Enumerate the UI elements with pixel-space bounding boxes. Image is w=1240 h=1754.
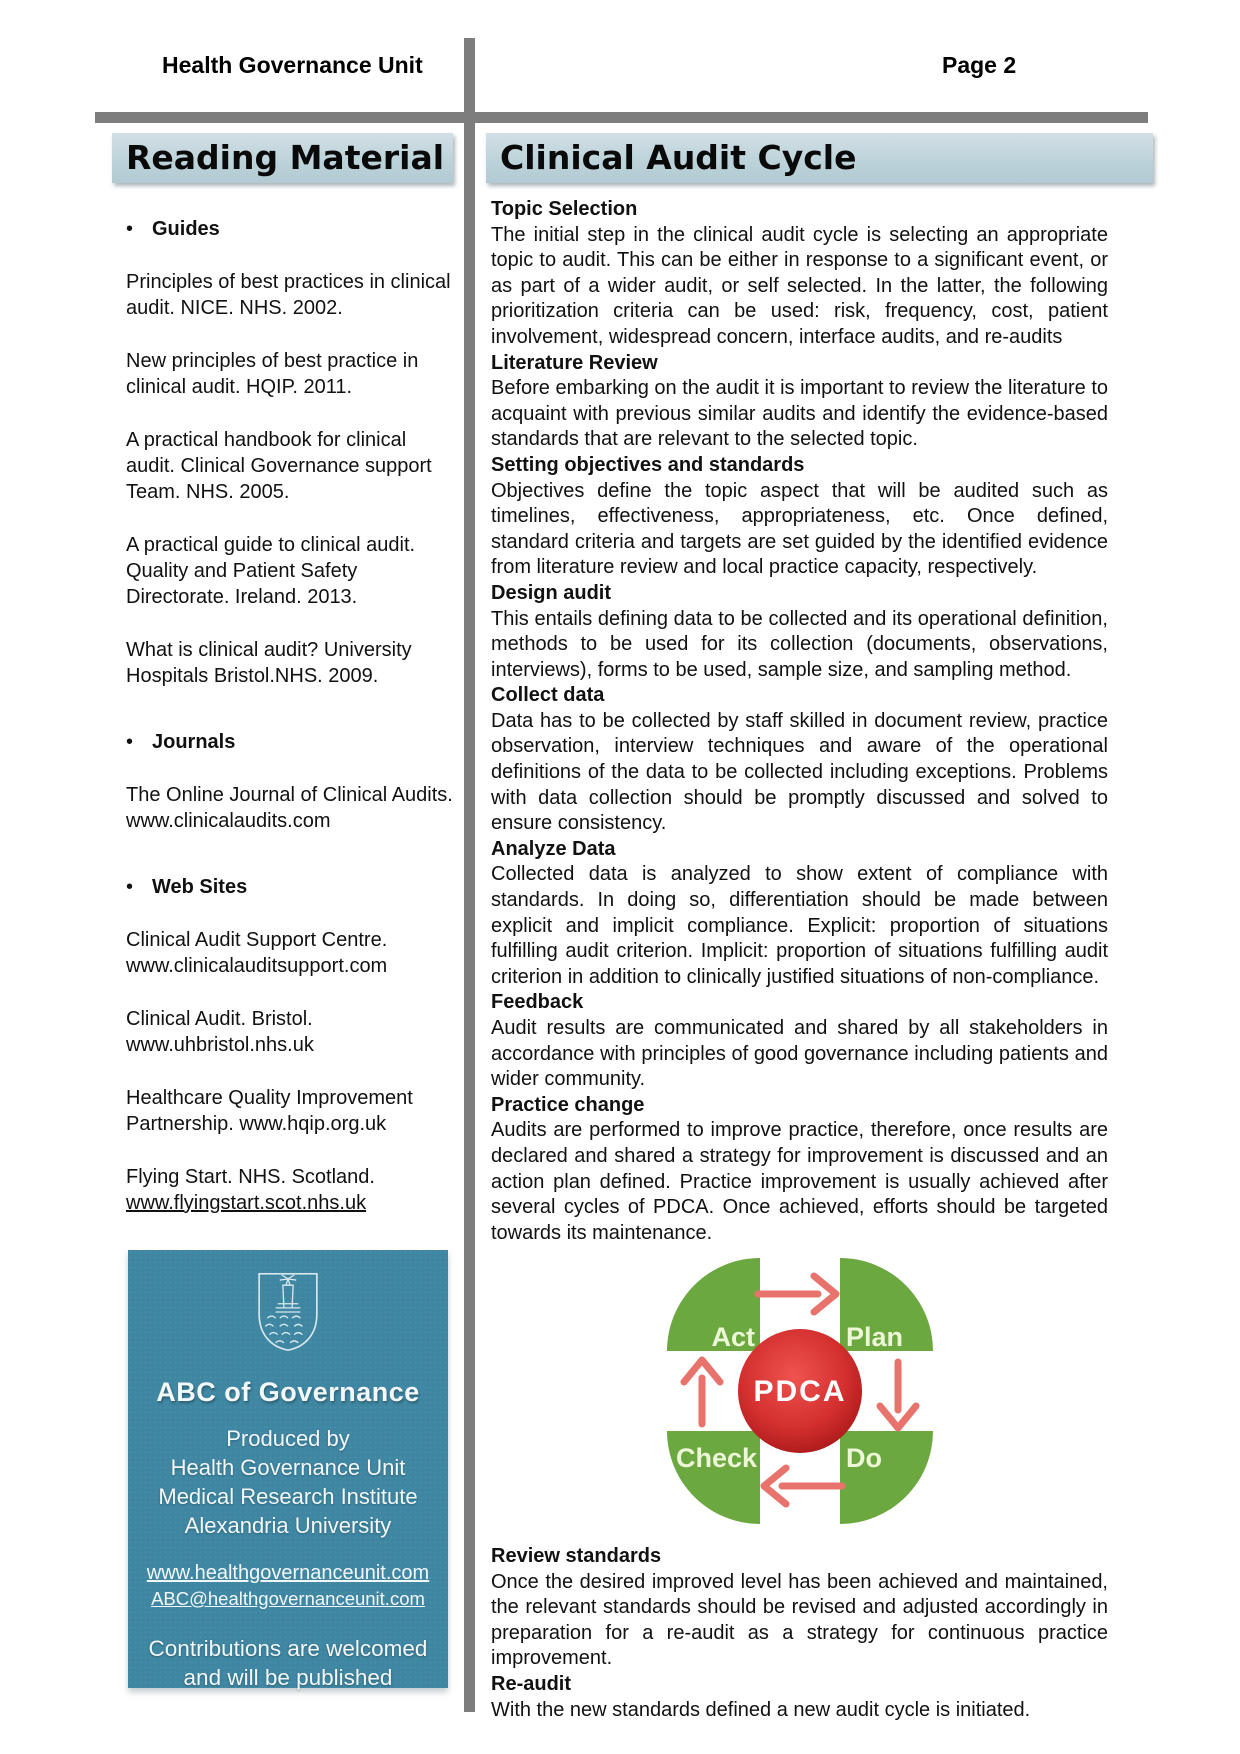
category-label-text: Guides — [152, 218, 220, 240]
reading-item-link[interactable]: www.flyingstart.scot.nhs.uk — [126, 1192, 367, 1214]
page-number: Page 2 — [942, 52, 1017, 78]
bullet-icon: • — [126, 731, 134, 753]
column-divider — [464, 38, 475, 1712]
arrow-bottom-left-icon — [764, 1468, 842, 1504]
reading-material-heading: Reading Material — [112, 133, 453, 183]
reading-item: Healthcare Quality Improvement Partnership. www.hqip.org.uk — [126, 1087, 413, 1135]
pdca-center-label: PDCA — [752, 1375, 847, 1409]
bullet-icon: • — [126, 876, 134, 898]
section-body: With the new standards defined a new audit cycle is initiated. — [491, 1698, 1031, 1721]
arrow-left-up-icon — [684, 1360, 720, 1424]
arrow-top-right-icon — [758, 1276, 836, 1312]
header-title: Health Governance Unit — [162, 52, 423, 78]
arrow-right-down-icon — [880, 1362, 916, 1428]
clinical-audit-column — [486, 133, 1153, 1723]
section-body: Audit results are communicated and shared by all stakeholders in accordance with principles of good governance including patients and wider community. — [491, 1017, 1108, 1091]
header-rule — [95, 112, 1148, 123]
section-heading: Re-audit — [491, 1672, 571, 1695]
act-label: Act — [710, 1322, 755, 1353]
section-heading: Topic Selection — [491, 198, 638, 220]
section-body: Data has to be collected by staff skilled in document review, practice observation, interview techniques and aware of the operational definitions of the data to be collected including exceptions. Problems with data collection should be promptly discussed and solved to ensure consistency. — [491, 709, 1108, 835]
produced-by-line: Alexandria University — [184, 1513, 392, 1538]
reading-item: New principles of best practice in clinical audit. HQIP. 2011. — [126, 350, 419, 398]
section-body: Once the desired improved level has been achieved and maintained, the relevant standards should be revised and adjusted accordingly in preparation for a re-audit as a strategy for continuous practice improvement. — [491, 1570, 1108, 1670]
reading-item: Principles of best practices in clinical audit. NICE. NHS. 2002. — [126, 271, 451, 319]
reading-item: What is clinical audit? University Hospitals Bristol.NHS. 2009. — [126, 639, 412, 687]
reading-item: The Online Journal of Clinical Audits. www.clinicalaudits.com — [126, 784, 453, 832]
section-heading: Design audit — [491, 581, 612, 604]
section-body: The initial step in the clinical audit cycle is selecting an appropriate topic to audit. This can be either in response to a significant event, or as part of a wider audit, or self selected. In the latter, the following prioritization criteria can be used: risk, frequency, cost, patient involvement, widespread concern, interface audits, and re-audits — [491, 223, 1108, 348]
contact-links — [128, 1560, 448, 1612]
reading-item: Clinical Audit Support Centre. www.clinicalauditsupport.com — [126, 929, 388, 977]
section-heading: Practice change — [491, 1093, 645, 1116]
audit-cycle-sections-after-diagram — [491, 1544, 1108, 1723]
check-label: Check — [675, 1443, 757, 1474]
section-heading: Review standards — [491, 1544, 662, 1567]
category-label-web-sites — [126, 874, 453, 900]
reading-material-list — [112, 216, 453, 1216]
contact-link[interactable]: ABC@healthgovernanceunit.com — [151, 1588, 425, 1609]
reading-material-column — [112, 133, 453, 1688]
bullet-icon: • — [126, 218, 134, 240]
reading-item: A practical guide to clinical audit. Quality and Patient Safety Directorate. Ireland. 2013. — [126, 534, 416, 608]
section-heading: Collect data — [491, 684, 605, 707]
section-heading: Analyze Data — [491, 837, 616, 860]
clinical-audit-cycle-heading: Clinical Audit Cycle — [486, 133, 1153, 183]
produced-by-line: Produced by — [226, 1426, 350, 1451]
section-body: This entails defining data to be collected and its operational definition, methods to be used for its collection (documents, observations, interviews), forms to be used, sample size, and sampling method. — [491, 607, 1108, 681]
contributions-note — [128, 1634, 448, 1692]
plan-label: Plan — [845, 1322, 903, 1353]
pdca-diagram — [650, 1254, 950, 1532]
section-heading: Feedback — [491, 991, 584, 1014]
abc-governance-box — [128, 1250, 448, 1688]
section-heading: Setting objectives and standards — [491, 453, 805, 476]
contributions-line: Contributions are welcomed — [148, 1636, 428, 1661]
produced-by-line: Health Governance Unit — [170, 1455, 406, 1480]
do-label: Do — [845, 1443, 882, 1474]
contributions-line: and will be published — [183, 1665, 393, 1690]
reading-item: Clinical Audit. Bristol. www.uhbristol.nhs.uk — [126, 1008, 314, 1056]
category-label-text: Journals — [152, 731, 236, 753]
alexandria-lighthouse-emblem-icon — [255, 1270, 321, 1354]
audit-cycle-sections — [491, 197, 1108, 1246]
section-body: Collected data is analyzed to show extent of compliance with standards. In doing so, differentiation should be made between explicit and implicit compliance. Explicit: proportion of situations fulfilling audit criterion. Implicit: proportion of situations fulfilling audit criterion in addition to clinically justified situations of non-compliance. — [491, 863, 1108, 988]
category-label-journals — [126, 729, 453, 755]
category-label-guides — [126, 216, 453, 242]
contact-link[interactable]: www.healthgovernanceunit.com — [146, 1562, 430, 1584]
section-body: Objectives define the topic aspect that will be audited such as timelines, effectiveness, appropriateness, etc. Once defined, standard criteria and targets are set guided by the identified evidence from literature review and local practice capacity, respectively. — [491, 479, 1108, 579]
produced-by-block — [128, 1424, 448, 1540]
section-body: Before embarking on the audit it is important to review the literature to acquaint with previous similar audits and identify the evidence-based standards that are relevant to the selected topic. — [491, 377, 1108, 451]
reading-item: Flying Start. NHS. Scotland. www.flyingstart.scot.nhs.uk — [126, 1164, 453, 1216]
section-body: Audits are performed to improve practice, therefore, once results are declared and shared a strategy for improvement is discussed and an action plan defined. Practice improvement is usually achieved after several cycles of PDCA. Once achieved, efforts should be targeted towards its maintenance. — [491, 1119, 1108, 1244]
produced-by-line: Medical Research Institute — [158, 1484, 418, 1509]
abc-governance-title: ABC of Governance — [156, 1377, 420, 1407]
category-label-text: Web Sites — [152, 876, 248, 898]
reading-item: A practical handbook for clinical audit. Clinical Governance support Team. NHS. 2005. — [126, 429, 432, 503]
section-heading: Literature Review — [491, 351, 658, 374]
